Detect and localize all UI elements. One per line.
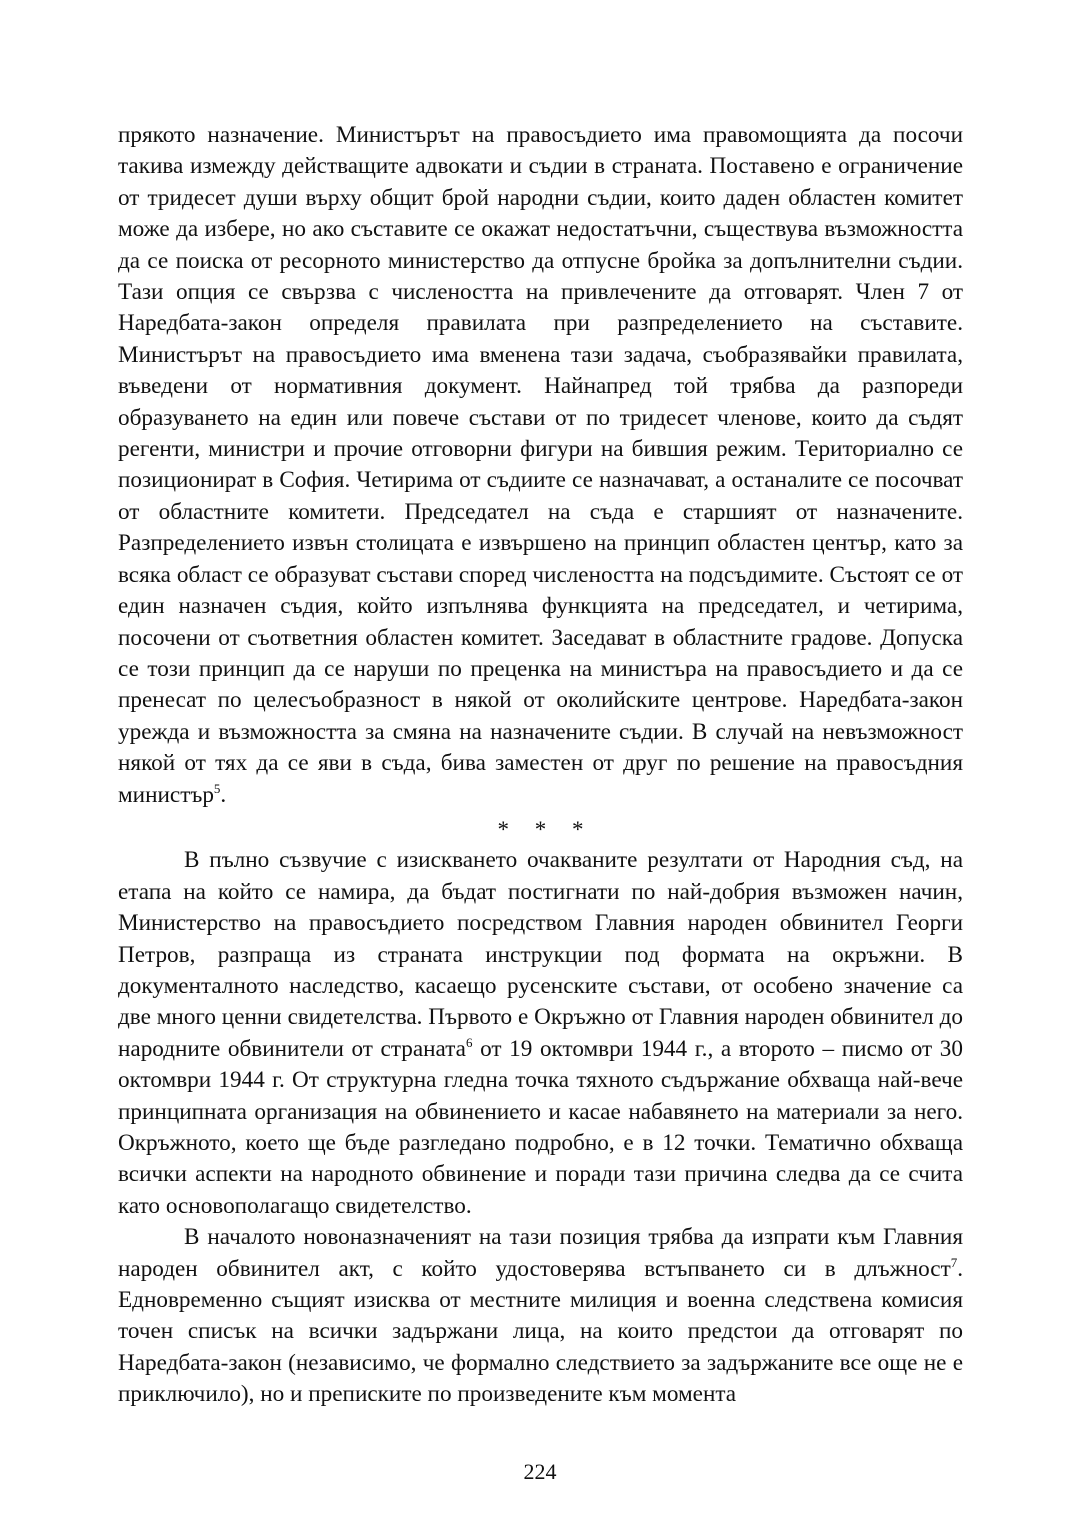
paragraph-1-tail: .: [220, 781, 227, 808]
paragraph-2-part1: В пълно съзвучие с изискването очакваните резултати от Народния съд, на етапа на който се намира, да бъдат постигнати по най-добрия възможен начин, Министерство на правосъдието посредством Главния народен обвинител Георги Петров, разпраща из страната инструкции под формата на окръжни. В документалното наследство, касаещо русенските състави, от особено значение са две много ценни свидетелства. Първото е Окръжно от Главния народен обвинител до народните обвинители от страната: [118, 847, 963, 1062]
paragraph-1-text: прякото назначение. Министърът на правосъдието има правомощията да посочи такива измежду действащите адвокати и съдии в страната. Поставено е ограничение от тридесет души върху общит брой народни съдии, които даден областен комитет може да избере, но ако съставите се окажат недостатъчни, съществува възможността да се поиска от ресорното министерство да отпусне бройка за допълнителни съдии. Тази опция се свързва с числеността на привлечените да отговарят. Член 7 от Наредбата-закон определя правилата при разпределението на съставите. Министърът на правосъдието има вменена тази задача, съобразявайки правилата, въведени от нормативния документ. Найнапред той трябва да разпореди образуването на един или повече състави от по тридесет членове, които да съдят регенти, министри и прочие отговорни фигури на бившия режим. Териториално се позиционират в София. Четирима от съдиите се назначават, а останалите се посочват от областните комитети. Председател на съда е старшият от назначените. Разпределението извън столицата е извършено на принцип областен център, като за всяка област се образуват състави според числеността на подсъдимите. Състоят се от един назначен съдия, който изпълнява функцията на председател, и четирима, посочени от съответния областен комитет. Заседават в областните градове. Допуска се този принцип да се наруши по преценка на министъра на правосъдието и да се пренесат по целесъобразност в някой от околийските центрове. Наредбата-закон урежда и възможността за смяна на назначените съдии. В случай на невъзможност някой от тях да се яви в съда, бива заместен от друг по решение на правосъдния министър: [118, 122, 963, 808]
footnote-ref-5: 5: [213, 780, 221, 796]
section-separator: * * *: [497, 816, 594, 842]
paragraph-3-part2: . Едновременно същият изисква от местните милиция и военна следствена комисия точен списък на всички задържани лица, на които предстои да отговарят по Наредбата-закон (независимо, че формално следствието за задържаните все още не е приключило), но и преписките по произведените към момента: [118, 1255, 963, 1408]
page-body: [118, 120, 963, 1411]
page-number: 224: [523, 1459, 557, 1484]
footnote-ref-6: 6: [465, 1034, 473, 1050]
paragraph-2-part2: от 19 октомври 1944 г., а второто – писмо от 30 октомври 1944 г. От структурна гледна точка тяхното съдържание обхваща най-вече принципната организация на обвинението и касае набавянето на материали за него. Окръжното, което ще бъде разгледано подробно, е в 12 точки. Тематично обхваща всички аспекти на народното обвинение и поради тази причина следва да се счита като основополагащо свидетелство.: [118, 1035, 963, 1219]
paragraph-3-part1: В началото новоназначеният на тази позиция трябва да изпрати към Главния народен обвинител акт, с който удостоверява встъпването си в длъжност: [118, 1224, 963, 1282]
footnote-ref-7: 7: [950, 1254, 958, 1270]
paragraph-1: [118, 120, 963, 811]
paragraph-3: [118, 1222, 963, 1410]
paragraph-2: [118, 845, 963, 1222]
